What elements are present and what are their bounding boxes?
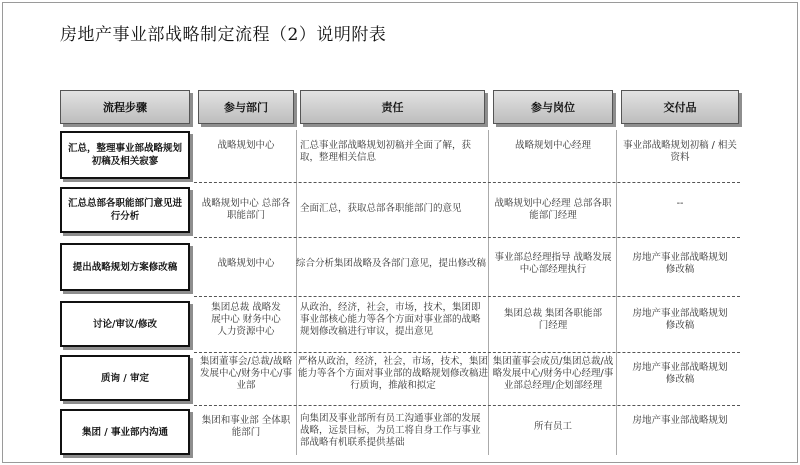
header-deliverables: 交付品 (621, 90, 739, 124)
step-box: 讨论/审议/修改 (60, 301, 190, 347)
responsibility-cell: 严格从政治，经济，社会，市场，技术，集团能力等各个方面对事业部的战略规划修改稿进行质询，推敲和拟定 (298, 356, 489, 391)
position-cell: 战略规划中心经理 (514, 140, 591, 151)
row-separator (194, 352, 740, 353)
column-divider (616, 130, 617, 455)
column-divider (296, 130, 297, 455)
position-cell: 集团董事会成员/集团总裁/战略发展中心/财务中心经理/事业部总经理/企划部经理 (492, 356, 614, 391)
responsibility-cell: 综合分析集团战略及各部门意见，提出修改稿 (296, 258, 487, 269)
department-cell: 集团总裁 战略发展中心 财务中心 人力资源中心 (211, 302, 281, 337)
step-box: 提出战略规划方案修改稿 (60, 243, 190, 291)
deliverable-cell: 房地产事业部战略规划 (632, 415, 728, 426)
responsibility-cell: 从政治，经济，社会，市场，技术，集团即事业部核心能力等各个方面对事业部的战略规划修改稿进行审议，提出意见 (300, 302, 481, 337)
position-cell: 所有员工 (533, 421, 572, 432)
step-box: 集团 / 事业部内沟通 (60, 409, 190, 455)
deliverable-cell: 房地产事业部战略规划修改稿 (632, 308, 728, 331)
position-cell: 集团总裁 集团各职能部门经理 (503, 308, 603, 331)
row-separator (194, 405, 740, 406)
position-cell: 战略规划中心经理 总部各职能部门经理 (494, 198, 612, 221)
department-cell: 战略规划中心 (217, 140, 275, 151)
page-title: 房地产事业部战略制定流程（2）说明附表 (60, 25, 387, 45)
deliverable-cell: -- (676, 198, 684, 209)
row-separator (194, 296, 740, 297)
deliverable-cell: 房地产事业部战略规划修改稿 (632, 252, 728, 275)
responsibility-cell: 全面汇总，获取总部各职能部门的意见 (300, 203, 462, 214)
deliverable-cell: 房地产事业部战略规划修改稿 (632, 362, 728, 385)
position-cell: 事业部总经理指导 战略发展中心部经理执行 (494, 252, 612, 275)
header-positions: 参与岗位 (493, 90, 613, 124)
deliverable-cell: 事业部战略规划初稿 / 相关资料 (623, 140, 737, 163)
header-process-step: 流程步骤 (60, 90, 190, 124)
department-cell: 战略规划中心 (217, 258, 275, 269)
department-cell: 集团和事业部 全体职能部门 (201, 415, 291, 438)
step-box: 质询 / 审定 (60, 355, 190, 401)
row-separator (194, 237, 740, 238)
department-cell: 集团董事会/总裁/战略发展中心/财务中心/事业部 (200, 356, 292, 391)
column-divider (488, 130, 489, 455)
row-separator (194, 182, 740, 183)
responsibility-cell: 向集团及事业部所有员工沟通事业部的发展战略，远景目标，为员工将自身工作与事业部战略有机联系提供基础 (300, 413, 481, 448)
header-departments: 参与部门 (198, 90, 294, 124)
step-box: 汇总总部各职能部门意见进行分析 (60, 187, 190, 233)
step-box: 汇总，整理事业部战略规划初稿及相关寂寥 (60, 131, 190, 179)
responsibility-cell: 汇总事业部战略规划初稿并全面了解，获取，整理相关信息 (300, 140, 472, 163)
department-cell: 战略规划中心 总部各职能部门 (201, 198, 291, 221)
header-responsibility: 责任 (300, 90, 485, 124)
